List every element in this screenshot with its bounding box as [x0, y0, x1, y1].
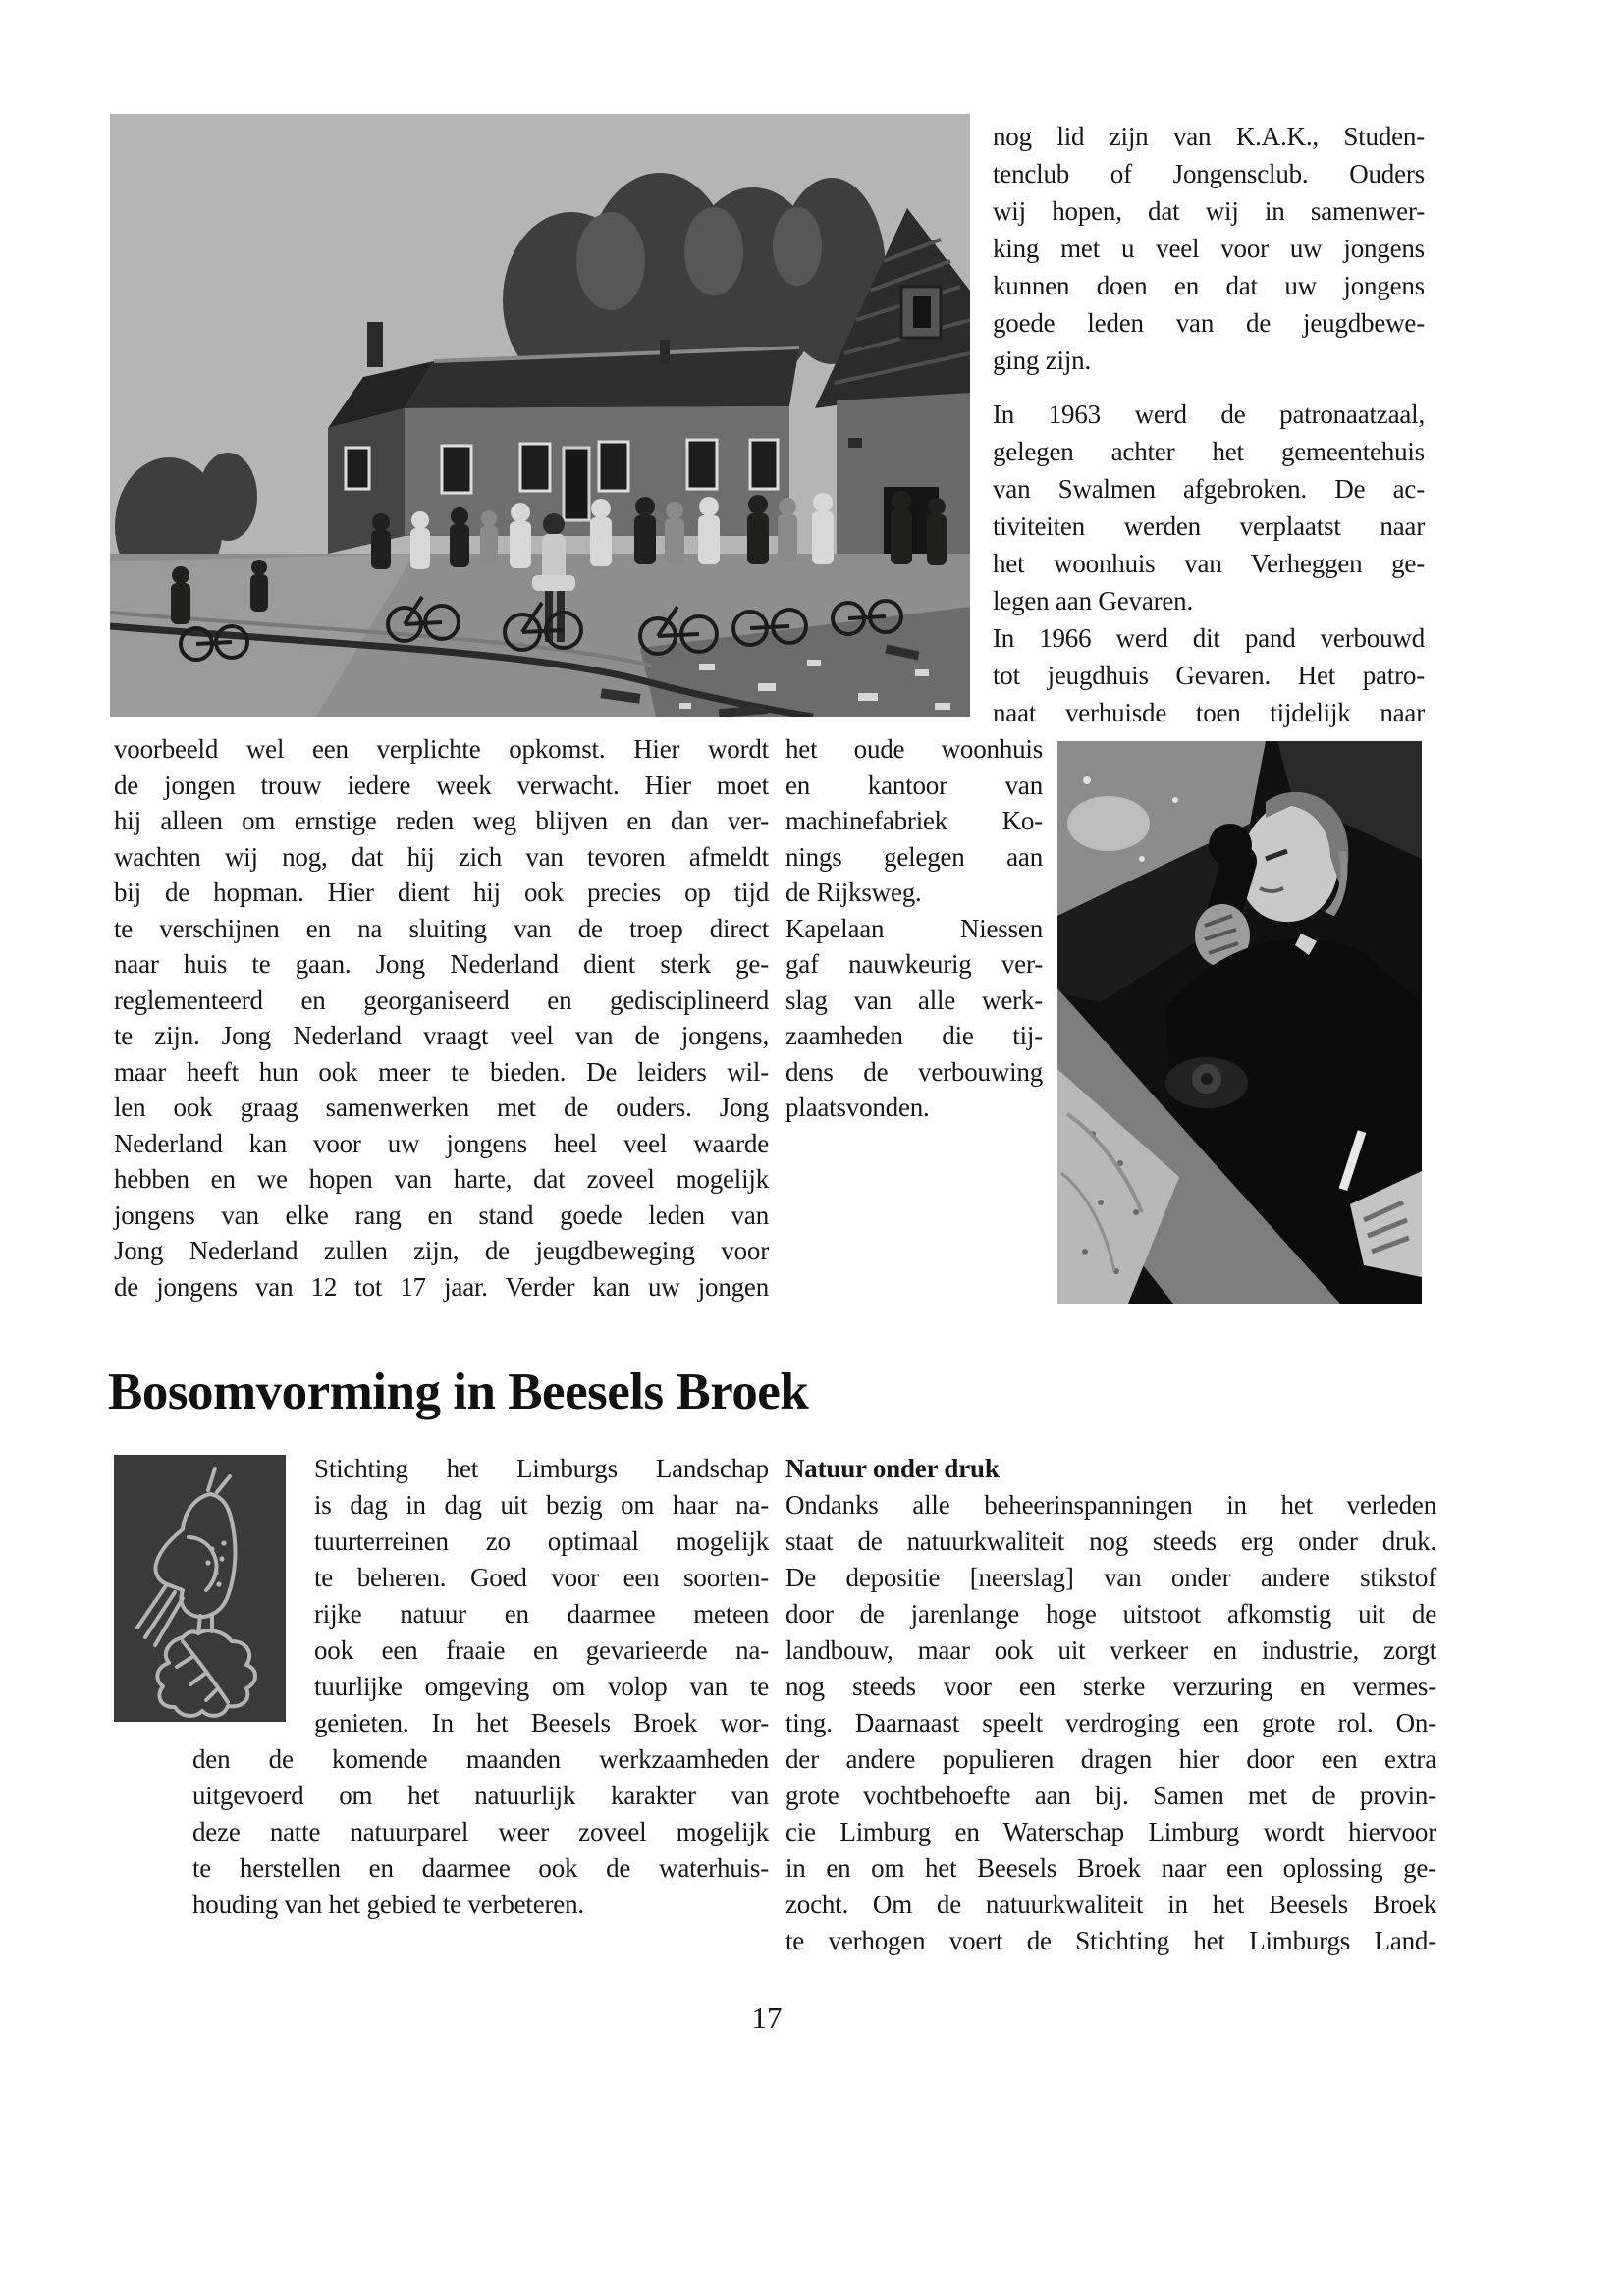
natuur-paragraph: Ondanks alle beheerinspanningen in het verleden staat de natuurkwaliteit nog steeds erg onder druk. De depositie [neerslag] van onder andere stikstof door de jarenlange hoge uitstoot afkomstig uit de landbouw, maar ook uit verkeer en industrie, zorgt nog steeds voor een sterke verzuring en vermes- ting. Daarnaast speelt verdroging een grote rol. On- der andere populieren dragen hier door een extra grote vochtbehoefte aan bij. Samen met de provin- cie Limburg en Waterschap Limburg wordt hiervoor in en om het Beesels Broek naar een oplossing ge- zocht. Om de natuurkwaliteit in het Beesels Broek te verhogen voert de Stichting het Limburgs Land-	[785, 1490, 1436, 1955]
page-number: 17	[751, 2001, 783, 2035]
chaplain-telephone-photo	[1057, 741, 1422, 1304]
story-middle-paragraph-2: Kapelaan Niessen gaf nauwkeurig ver- slag van alle werk- zaamheden die tij- dens de verbouwing plaatsvonden.	[785, 913, 1043, 1122]
story-left-column	[114, 731, 769, 1305]
intro-paragraph-3: In 1966 werd dit pand verbouwd tot jeugdhuis Gevaren. Het patro- naat verhuisde toen tijdelijk naar	[993, 623, 1425, 727]
story-left-paragraph: voorbeeld wel een verplichte opkomst. Hier wordt de jongen trouw iedere week verwacht. Hier moet hij alleen om ernstige reden weg blijven en dan ver- wachten wij nog, dat hij zich van tevoren afmeldt bij de hopman. Hier dient hij ook precies op tijd te verschijnen en na sluiting van de troep direct naar huis te gaan. Jong Nederland dient sterk ge- reglementeerd en georganiseerd en gedisciplineerd te zijn. Jong Nederland vraagt veel van de jongens, maar heeft hun ook meer te bieden. De leiders wil- len ook graag samenwerken met de ouders. Jong Nederland kan voor uw jongens heel veel waarde hebben en we hopen van harte, dat zoveel mogelijk jongens van elke rang en stand goede leden van Jong Nederland zullen zijn, de jeugdbeweging voor de jongens van 12 tot 17 jaar. Verder kan uw jongen	[114, 734, 769, 1302]
article-intro-column	[192, 1451, 769, 1923]
bird-oak-leaf-illustration	[114, 1455, 286, 1722]
telephone-photo-illustration	[1057, 741, 1422, 1304]
intro-right-column	[993, 118, 1425, 731]
natuur-column	[785, 1451, 1436, 1959]
story-middle-paragraph-1: het oude woonhuis en kantoor van machinefabriek Ko- nings gelegen aan de Rijksweg.	[785, 734, 1043, 907]
intro-paragraph-1: nog lid zijn van K.A.K., Studen- tenclub of Jongensclub. Ouders wij hopen, dat wij in samenwer- king met u veel voor uw jongens kunnen doen en dat uw jongens goede leden van de jeugdbewe- ging zijn.	[993, 122, 1425, 375]
intro-paragraph-2: In 1963 werd de patronaatzaal, gelegen achter het gemeentehuis van Swalmen afgebroken. De ac- tiviteiten werden verplaatst naar het woonhuis van Verheggen ge- legen aan Gevaren.	[993, 400, 1425, 615]
scouts-photo-illustration	[110, 114, 970, 717]
natuur-subheading: Natuur onder druk	[785, 1454, 1000, 1483]
scouts-bicycles-photo	[110, 114, 970, 717]
article-heading: Bosomvorming in Beesels Broek	[108, 1363, 809, 1420]
story-middle-column	[785, 731, 1043, 1126]
article-intro-paragraph: Stichting het Limburgs Landschap is dag in dag uit bezig om haar na- tuurterreinen zo optimaal mogelijk te beheren. Goed voor een soorten- rijke natuur en daarmee meteen ook een fraaie en gevarieerde na- tuurlijke omgeving om volop van te genieten. In het Beesels Broek wor- den de komende maanden werkzaamheden uitgevoerd om het natuurlijk karakter van deze natte natuurparel weer zoveel mogelijk te herstellen en daarmee ook de waterhuis- houding van het gebied te verbeteren.	[192, 1454, 769, 1919]
songbird-icon	[114, 1455, 286, 1722]
